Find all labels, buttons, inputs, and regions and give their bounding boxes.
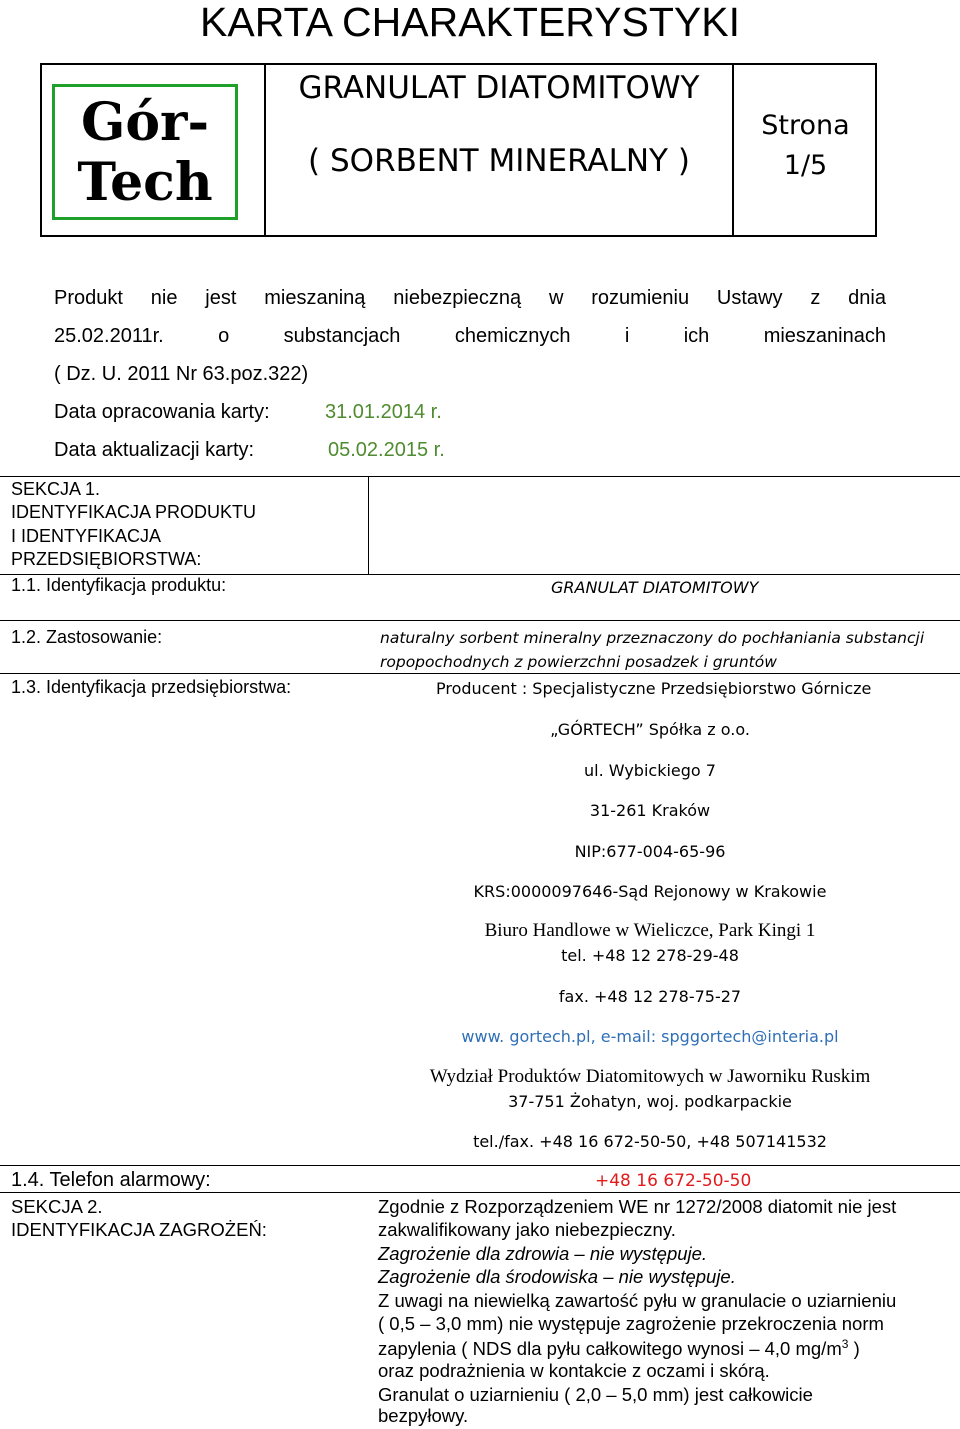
company-fax: fax. +48 12 278-75-27 [558,987,742,1006]
section2-dust-line2: ( 0,5 – 3,0 mm) nie występuje zagrożenie przekroczenia norm [378,1313,884,1334]
section1-title-line3: I IDENTYFIKACJA [11,526,162,546]
company-city: 31-261 Kraków [589,801,711,820]
section2-dust-line3-sup: 3 [841,1337,849,1351]
section1-vertical-line [368,476,369,574]
company-division-tel: tel./fax. +48 16 672-50-50, +48 507141532 [473,1132,827,1151]
section2-dust-line1: Z uwagi na niewielką zawartość pyłu w granulacie o uziarnieniu [378,1290,897,1311]
section2-health: Zagrożenie dla zdrowia – nie występuje. [378,1243,708,1264]
section2-text-line2: zakwalifikowany jako niebezpieczny. [378,1219,676,1240]
section1-title-line2: IDENTYFIKACJA PRODUKTU [11,502,257,522]
section2-title-line2: IDENTYFIKACJA ZAGROŻEŃ: [11,1219,267,1240]
item11-label: 1.1. Identyfikacja produktu: [11,575,227,595]
product-subtitle: ( SORBENT MINERALNY ) [308,143,690,179]
section2-title-line1: SEKCJA 2. [11,1196,103,1217]
company-nip: NIP:677-004-65-96 [574,842,726,861]
date-updated-label: Data aktualizacji karty: [54,439,255,461]
company-web-link[interactable]: www. gortech.pl, e-mail: spggortech@interia.pl [461,1027,839,1046]
section2-dust-line3-end: ) [848,1338,860,1360]
company-tel: tel. +48 12 278-29-48 [561,946,739,965]
section1-top-line [0,476,960,477]
section2-granulate-line2: bezpyłowy. [378,1405,469,1426]
date-prepared-value: 31.01.2014 r. [325,401,442,423]
logo-text-line2: Tech [77,152,213,213]
item12-label: 1.2. Zastosowanie: [11,627,163,647]
company-office: Biuro Handlowe w Wieliczce, Park Kingi 1 [484,920,816,941]
intro-line-2: 25.02.2011r. o substancjach chemicznych i ich mieszaninach [54,325,886,347]
section2-dust-line3 [378,1337,860,1360]
item12-value-line1: naturalny sorbent mineralny przeznaczony do pochłaniania substancji [380,629,925,647]
item13-label: 1.3. Identyfikacja przedsiębiorstwa: [11,677,292,697]
document-title: KARTA CHARAKTERYSTYKI [200,0,740,45]
company-street: ul. Wybickiego 7 [584,761,716,780]
company-division: Wydział Produktów Diatomitowych w Jaworniku Ruskim [429,1066,871,1087]
section2-environment: Zagrożenie dla środowiska – nie występuje. [378,1266,736,1287]
item12-top-line [0,620,960,621]
alarm-phone: +48 16 672-50-50 [595,1171,752,1191]
company-logo [52,84,238,220]
section2-dust-line4: oraz podrażnienia w kontakcie z oczami i skórą. [378,1360,770,1381]
company-name: „GÓRTECH” Spółka z o.o. [550,720,750,739]
company-division-address: 37-751 Żohatyn, woj. podkarpackie [508,1092,792,1111]
item12-value-line2: ropopochodnych z powierzchni posadzek i gruntów [380,653,777,671]
intro-line-1: Produkt nie jest mieszaniną niebezpieczną w rozumieniu Ustawy z dnia [54,287,886,309]
section2-dust-line3-text: zapylenia ( NDS dla pyłu całkowitego wynosi – 4,0 mg/m [378,1338,842,1360]
page-label: Strona [761,110,850,141]
section2-granulate-line1: Granulat o uziarnieniu ( 2,0 – 5,0 mm) jest całkowicie [378,1384,813,1405]
company-producer: Producent : Specjalistyczne Przedsiębiorstwo Górnicze [436,679,872,698]
company-krs: KRS:0000097646-Sąd Rejonowy w Krakowie [473,882,827,901]
section2-top-line [0,1192,960,1193]
date-updated-value: 05.02.2015 r. [328,439,445,461]
product-name: GRANULAT DIATOMITOWY [298,70,700,106]
item13-top-line [0,673,960,674]
item14-top-line [0,1165,960,1166]
date-prepared-label: Data opracowania karty: [54,401,270,423]
section1-title-line1: SEKCJA 1. [11,479,101,499]
item14-label: 1.4. Telefon alarmowy: [11,1169,211,1191]
logo-text-line1: Gór- [80,92,210,153]
intro-line-3: ( Dz. U. 2011 Nr 63.poz.322) [54,363,309,385]
item11-value: GRANULAT DIATOMITOWY [551,578,759,597]
page-number: 1/5 [783,150,828,181]
section1-title-line4: PRZEDSIĘBIORSTWA: [11,549,202,569]
section2-text-line1: Zgodnie z Rozporządzeniem WE nr 1272/2008 diatomit nie jest [378,1196,897,1217]
